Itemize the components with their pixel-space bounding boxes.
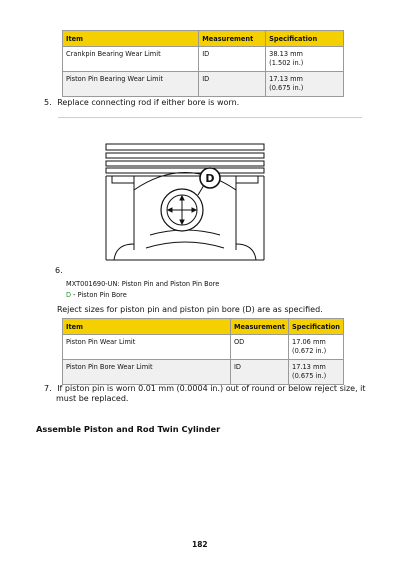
cell-specification: 17.06 mm (0.672 in.): [289, 335, 344, 360]
cell-specification: 17.13 mm (0.675 in.): [266, 72, 344, 97]
page-number: 182: [192, 540, 208, 549]
step-number: 5.: [44, 98, 52, 107]
column-header-measurement: Measurement: [199, 31, 266, 47]
reject-sizes-text: Reject sizes for piston pin and piston pin bore (D) are as specified.: [57, 305, 323, 314]
cell-specification: 38.13 mm (1.502 in.): [266, 47, 344, 72]
cell-measurement: ID: [199, 72, 266, 97]
legend-key: D: [66, 291, 72, 299]
step-text-line1: If piston pin is worn 0.01 mm (0.0004 in.) out of round or below reject size, it: [57, 384, 366, 393]
divider: [58, 117, 362, 118]
cell-measurement: ID: [230, 360, 288, 385]
step-text-line2: must be replaced.: [56, 394, 129, 403]
table-row: [63, 47, 344, 72]
spec-table-piston-pin: [62, 318, 344, 385]
piston-pin-figure: [100, 140, 270, 265]
table-header-row: [63, 31, 344, 47]
figure-legend: [66, 290, 127, 300]
table-row: [63, 335, 344, 360]
step-6-number: 6.: [55, 266, 63, 275]
cell-measurement: ID: [199, 47, 266, 72]
column-header-item: Item: [63, 31, 199, 47]
table-row: [63, 360, 344, 385]
legend-text: - Piston Pin Bore: [71, 291, 127, 299]
figure-caption: MXT001690-UN: Piston Pin and Piston Pin Bore: [66, 280, 220, 288]
cell-measurement: OD: [230, 335, 288, 360]
cell-item: Piston Pin Bearing Wear Limit: [63, 72, 199, 97]
cell-item: Crankpin Bearing Wear Limit: [63, 47, 199, 72]
step-text: Replace connecting rod if either bore is worn.: [57, 98, 240, 107]
cell-item: Piston Pin Wear Limit: [63, 335, 231, 360]
table-row: [63, 72, 344, 97]
cell-item: Piston Pin Bore Wear Limit: [63, 360, 231, 385]
table-header-row: [63, 319, 344, 335]
column-header-specification: Specification: [266, 31, 344, 47]
section-heading: Assemble Piston and Rod Twin Cylinder: [36, 424, 221, 434]
step-7: [44, 384, 374, 404]
callout-d-label: D: [205, 172, 215, 185]
step-number: 7.: [44, 384, 52, 393]
column-header-specification: Specification: [289, 319, 344, 335]
cell-specification: 17.13 mm (0.675 in.): [289, 360, 344, 385]
column-header-measurement: Measurement: [230, 319, 288, 335]
step-5: [44, 98, 239, 108]
spec-table-connecting-rod: [62, 30, 344, 97]
column-header-item: Item: [63, 319, 231, 335]
